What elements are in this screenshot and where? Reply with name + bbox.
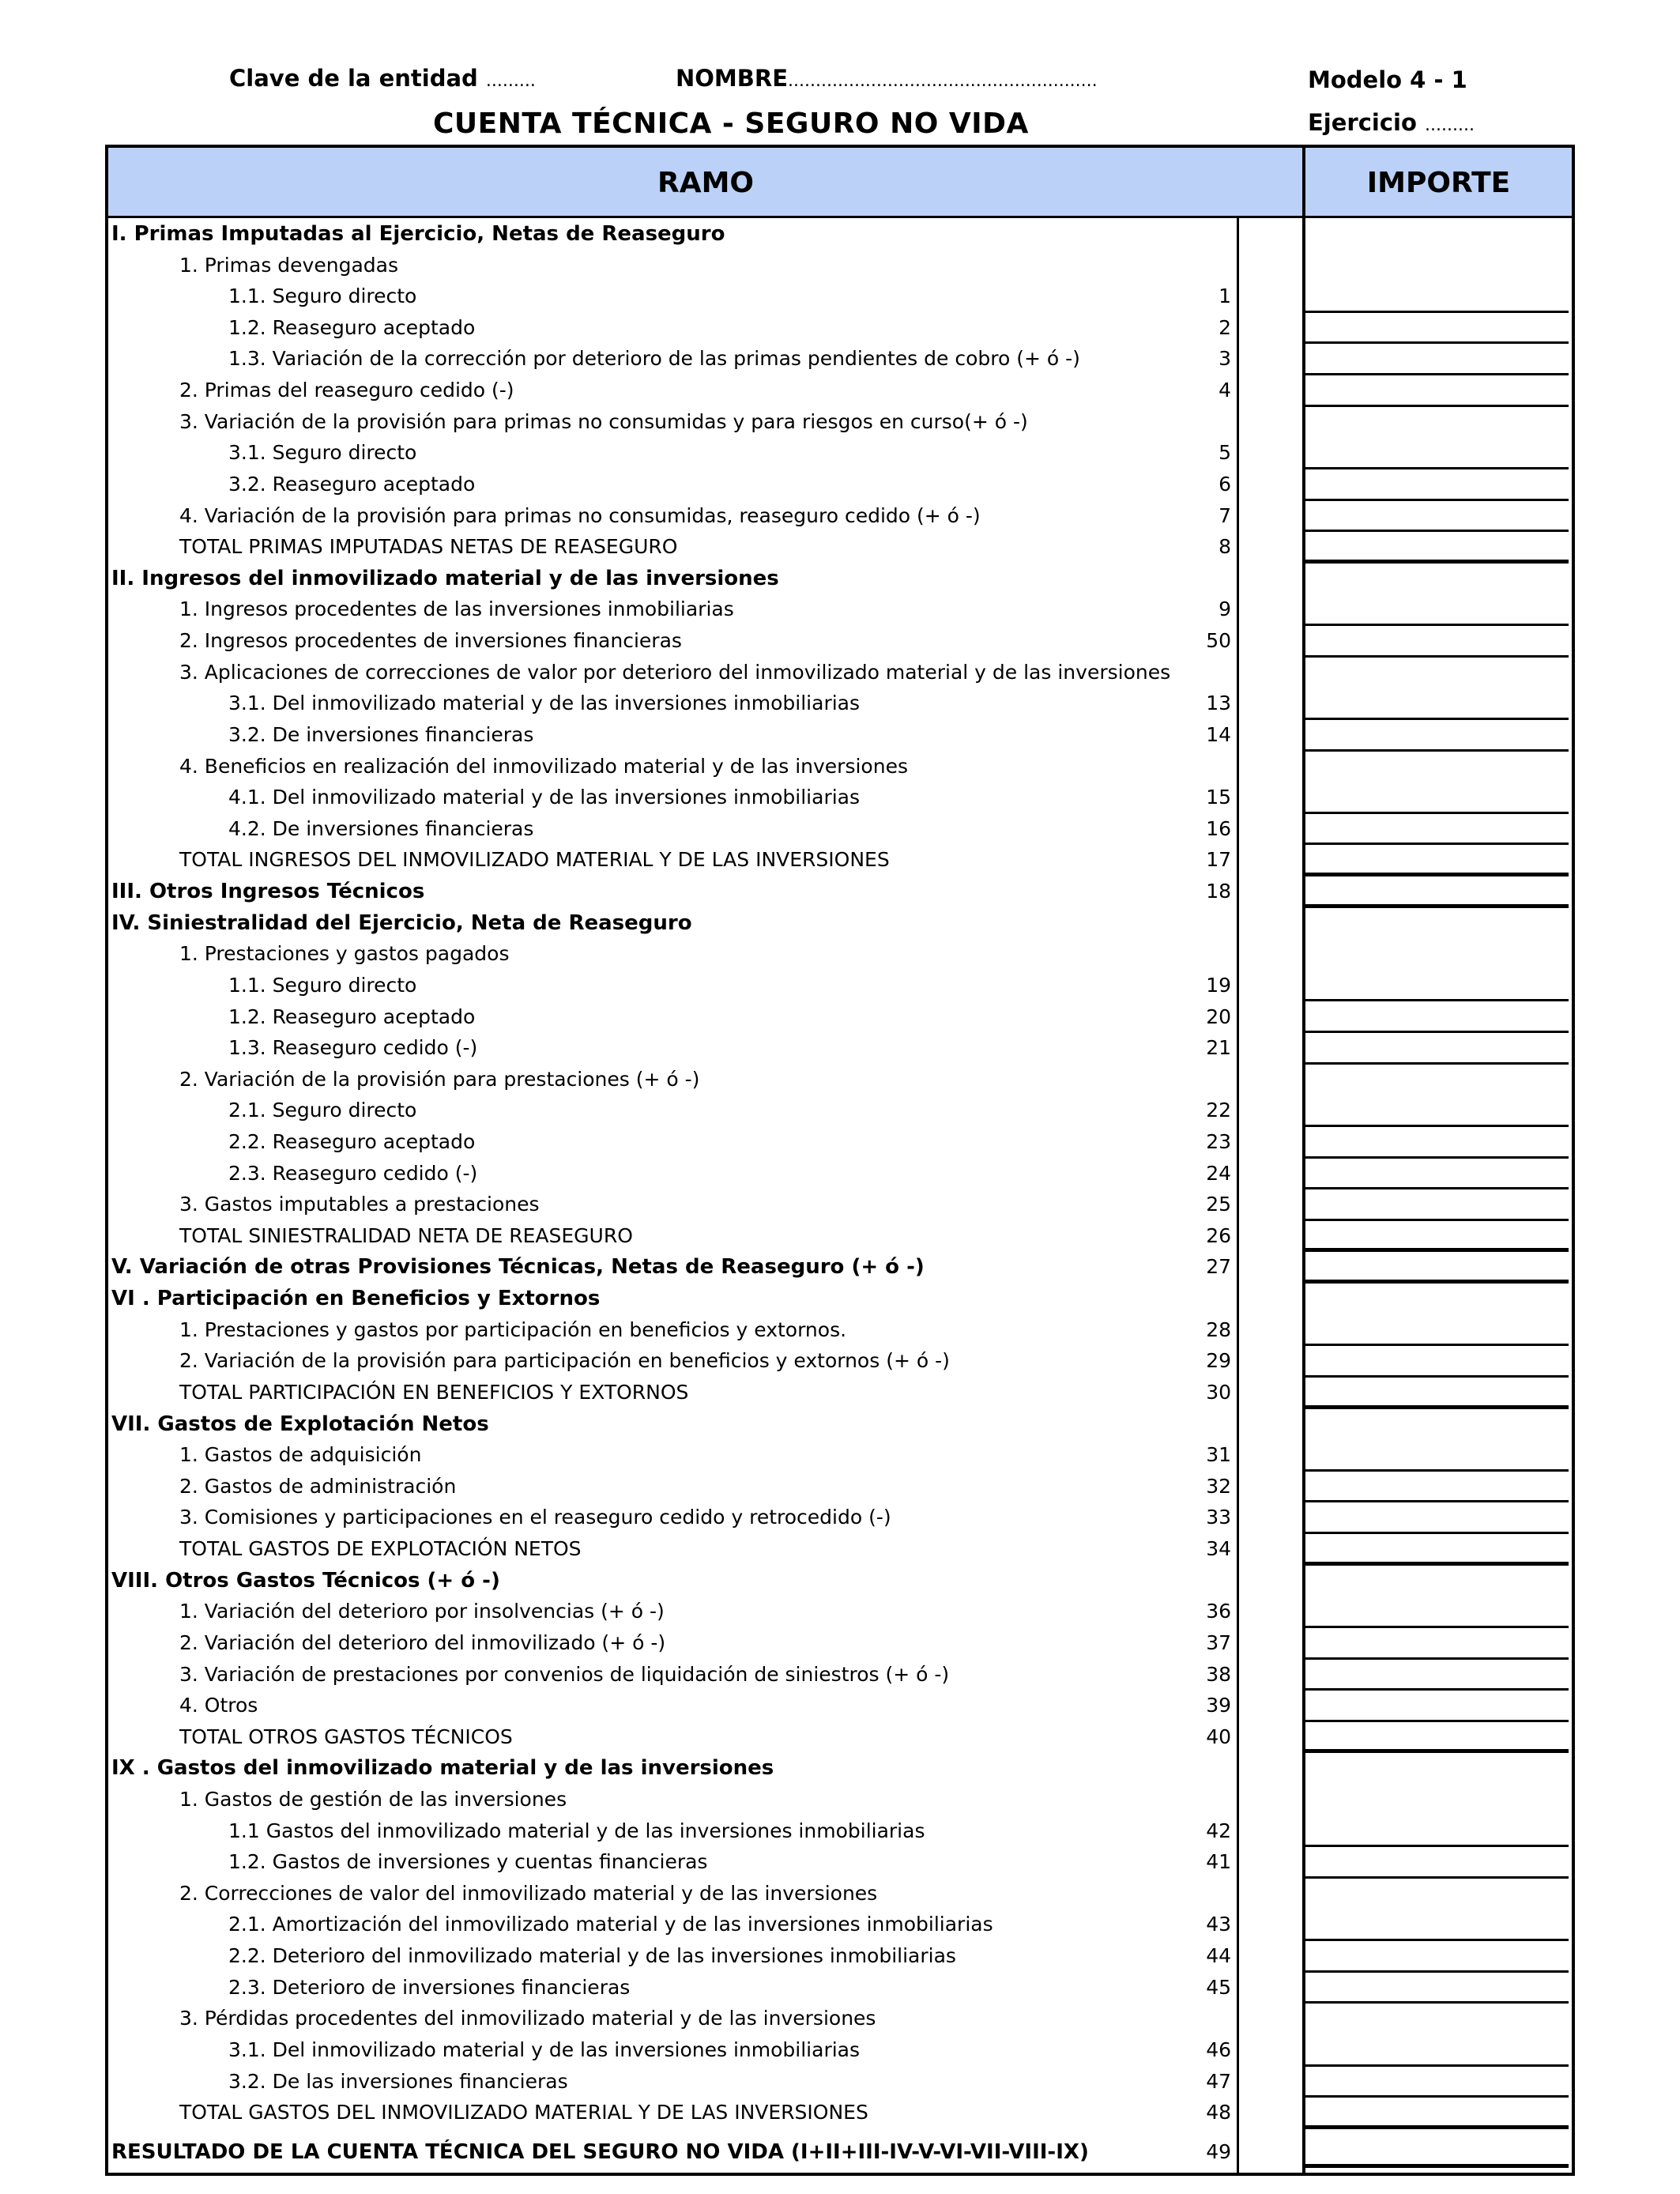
- row-label: I. Primas Imputadas al Ejercicio, Netas de Reaseguro: [111, 222, 725, 246]
- table-row: [108, 1189, 1302, 1221]
- table-row: [108, 594, 1302, 626]
- importe-input-cell[interactable]: [1305, 845, 1569, 876]
- row-label: 1. Variación del deterioro por insolvencias (+ ó -): [179, 1600, 665, 1623]
- table-row: [108, 1221, 1302, 1253]
- importe-input-cell[interactable]: [1305, 1127, 1569, 1159]
- table-row: [108, 1409, 1302, 1441]
- row-label: 3. Variación de prestaciones por convenios de liquidación de siniestros (+ ó -): [179, 1662, 950, 1686]
- table-row: [108, 1660, 1302, 1691]
- row-label: 1. Gastos de adquisición: [179, 1443, 422, 1467]
- row-number: 27: [1206, 1255, 1231, 1279]
- row-label: 1.2. Reaseguro aceptado: [228, 1005, 476, 1028]
- table-row: [108, 1065, 1302, 1096]
- importe-input-cell[interactable]: [1305, 1534, 1569, 1566]
- row-label: 2.1. Amortización del inmovilizado material y de las inversiones inmobiliarias: [228, 1913, 993, 1936]
- table-row: [108, 1127, 1302, 1159]
- row-label: 4. Otros: [179, 1694, 258, 1717]
- row-number: 6: [1219, 472, 1231, 496]
- row-number: 49: [1206, 2139, 1231, 2163]
- importe-input-cell[interactable]: [1305, 876, 1569, 908]
- importe-input-cell[interactable]: [1305, 1346, 1569, 1378]
- row-label: 3.1. Del inmovilizado material y de las inversiones inmobiliarias: [228, 2038, 861, 2061]
- row-label: 3.2. Reaseguro aceptado: [228, 472, 476, 496]
- ramo-column-header: RAMO: [657, 167, 754, 199]
- table-row: [108, 845, 1302, 876]
- row-label: 3. Pérdidas procedentes del inmovilizado material y de las inversiones: [179, 2007, 876, 2030]
- table-row: [108, 1252, 1302, 1284]
- table-row: [108, 469, 1302, 501]
- row-number: 36: [1206, 1600, 1231, 1623]
- row-label: 3. Comisiones y participaciones en el reaseguro cedido y retrocedido (-): [179, 1506, 891, 1529]
- row-number: 42: [1206, 1819, 1231, 1842]
- row-number: 48: [1206, 2101, 1231, 2124]
- table-row: [108, 1502, 1302, 1534]
- table-row: [108, 1033, 1302, 1065]
- table-row: [108, 1722, 1302, 1754]
- table-row: [108, 344, 1302, 375]
- importe-input-cell[interactable]: [1305, 344, 1569, 375]
- row-number: 2: [1219, 315, 1231, 339]
- row-number: 18: [1206, 880, 1231, 903]
- importe-input-cell[interactable]: [1305, 532, 1569, 564]
- row-number: 22: [1206, 1099, 1231, 1122]
- importe-input-cell[interactable]: [1305, 1973, 1569, 2004]
- row-number: 39: [1206, 1694, 1231, 1717]
- importe-input-cell[interactable]: [1305, 501, 1569, 533]
- table-row: [108, 1346, 1302, 1378]
- row-label: 2. Variación de la provisión para participación en beneficios y extornos (+ ó -): [179, 1349, 950, 1373]
- row-number: 41: [1206, 1850, 1231, 1874]
- row-number: 34: [1206, 1537, 1231, 1561]
- table-row: [108, 752, 1302, 783]
- table-row: [108, 2137, 1302, 2169]
- table-row: [108, 1847, 1302, 1879]
- entity-key-dots: .........: [485, 71, 536, 91]
- row-label: 1.2. Reaseguro aceptado: [228, 315, 476, 339]
- row-label: 3. Aplicaciones de correcciones de valor por deterioro del inmovilizado material y de las inversiones: [179, 660, 1171, 684]
- model-label: Modelo 4 - 1: [1308, 66, 1467, 93]
- row-number: 21: [1206, 1036, 1231, 1060]
- year-dots: .........: [1425, 115, 1475, 135]
- row-label: 1.1. Seguro directo: [228, 973, 417, 997]
- row-number: 7: [1219, 503, 1231, 527]
- table-row: [108, 2067, 1302, 2098]
- row-number: 43: [1206, 1913, 1231, 1936]
- row-number: 33: [1206, 1506, 1231, 1529]
- row-label: IX . Gastos del inmovilizado material y de las inversiones: [111, 1756, 774, 1781]
- importe-input-cell[interactable]: [1305, 375, 1569, 407]
- table-row: [108, 1909, 1302, 1941]
- row-label: 1. Ingresos procedentes de las inversiones inmobiliarias: [179, 598, 734, 621]
- row-label: 3. Variación de la provisión para primas no consumidas y para riesgos en curso(+ ó -): [179, 409, 1028, 433]
- importe-input-cell[interactable]: [1305, 908, 1569, 1002]
- table-row: [108, 1785, 1302, 1816]
- row-label: 2. Gastos de administración: [179, 1474, 457, 1498]
- row-label: III. Otros Ingresos Técnicos: [111, 880, 425, 904]
- importe-input-cell[interactable]: [1305, 658, 1569, 720]
- importe-input-cell[interactable]: [1305, 218, 1569, 313]
- importe-input-cell[interactable]: [1305, 1378, 1569, 1409]
- row-number: 15: [1206, 786, 1231, 809]
- row-number: 37: [1206, 1630, 1231, 1654]
- row-label: V. Variación de otras Provisiones Técnicas, Netas de Reaseguro (+ ó -): [111, 1255, 925, 1280]
- table-row: [108, 1472, 1302, 1503]
- importe-input-cell[interactable]: [1305, 2129, 1569, 2169]
- importe-input-cell[interactable]: [1305, 1502, 1569, 1534]
- row-label: 2. Correcciones de valor del inmovilizado material y de las inversiones: [179, 1881, 878, 1905]
- table-row: [108, 1378, 1302, 1409]
- row-label: 1. Gastos de gestión de las inversiones: [179, 1788, 567, 1811]
- row-number: 25: [1206, 1193, 1231, 1216]
- row-label: TOTAL PARTICIPACIÓN EN BENEFICIOS Y EXTORNOS: [179, 1380, 689, 1404]
- row-label: TOTAL SINIESTRALIDAD NETA DE REASEGURO: [179, 1223, 633, 1247]
- row-number: 29: [1206, 1349, 1231, 1373]
- row-number: 20: [1206, 1005, 1231, 1028]
- table-row: [108, 688, 1302, 720]
- row-label: 1. Prestaciones y gastos por participación en beneficios y extornos.: [179, 1318, 847, 1341]
- importe-input-cell[interactable]: [1305, 720, 1569, 752]
- table-row: [108, 1315, 1302, 1347]
- importe-input-cell[interactable]: [1305, 1753, 1569, 1847]
- table-row: [108, 1628, 1302, 1660]
- importe-input-cell[interactable]: [1305, 1847, 1569, 1879]
- importe-input-cell[interactable]: [1305, 2067, 1569, 2098]
- table-row: [108, 876, 1302, 908]
- entity-key-label: Clave de la entidad .........: [229, 65, 536, 92]
- row-label: 1.1 Gastos del inmovilizado material y de las inversiones inmobiliarias: [228, 1819, 925, 1842]
- table-row: [108, 1159, 1302, 1190]
- table-row: [108, 658, 1302, 689]
- row-label: 4.2. De inversiones financieras: [228, 816, 534, 840]
- table-row: [108, 626, 1302, 658]
- table-row: [108, 375, 1302, 407]
- row-label: TOTAL INGRESOS DEL INMOVILIZADO MATERIAL Y DE LAS INVERSIONES: [179, 848, 890, 872]
- table-row: [108, 251, 1302, 282]
- table-row: [108, 281, 1302, 313]
- row-number: 26: [1206, 1223, 1231, 1247]
- row-label: 4. Variación de la provisión para primas no consumidas, reaseguro cedido (+ ó -): [179, 503, 981, 527]
- row-number: 38: [1206, 1662, 1231, 1686]
- importe-column-header: IMPORTE: [1366, 167, 1511, 199]
- importe-input-cell[interactable]: [1305, 1691, 1569, 1722]
- table-row: [108, 720, 1302, 752]
- table-row: [108, 2035, 1302, 2067]
- row-label: RESULTADO DE LA CUENTA TÉCNICA DEL SEGURO NO VIDA (I+II+III-IV-V-VI-VII-VIII-IX): [111, 2139, 1089, 2164]
- table-row: [108, 908, 1302, 940]
- importe-input-cell[interactable]: [1305, 2004, 1569, 2066]
- row-label: 3. Gastos imputables a prestaciones: [179, 1193, 540, 1216]
- importe-input-cell[interactable]: [1305, 1065, 1569, 1127]
- row-label: 2. Ingresos procedentes de inversiones financieras: [179, 629, 682, 653]
- row-label: TOTAL GASTOS DEL INMOVILIZADO MATERIAL Y DE LAS INVERSIONES: [179, 2101, 868, 2124]
- row-number: 4: [1219, 379, 1231, 402]
- row-number: 3: [1219, 347, 1231, 371]
- table-row: [108, 1566, 1302, 1597]
- row-number: 23: [1206, 1129, 1231, 1153]
- importe-input-cell[interactable]: [1305, 814, 1569, 846]
- importe-input-cell[interactable]: [1305, 626, 1569, 658]
- row-label: TOTAL PRIMAS IMPUTADAS NETAS DE REASEGURO: [179, 535, 678, 559]
- importe-input-cell[interactable]: [1305, 1472, 1569, 1503]
- row-label: 2.2. Deterioro del inmovilizado material y de las inversiones inmobiliarias: [228, 1944, 956, 1968]
- table-row: [108, 407, 1302, 439]
- table-row: [108, 1816, 1302, 1848]
- importe-input-cell[interactable]: [1305, 1879, 1569, 1941]
- row-label: 2.1. Seguro directo: [228, 1099, 417, 1122]
- row-number: 28: [1206, 1318, 1231, 1341]
- row-number: 46: [1206, 2038, 1231, 2061]
- table-row: [108, 1002, 1302, 1034]
- table-row: [108, 971, 1302, 1002]
- table-row: [108, 1534, 1302, 1566]
- importe-input-cell[interactable]: [1305, 1221, 1569, 1253]
- row-label: 1.3. Variación de la corrección por deterioro de las primas pendientes de cobro (+ ó -): [228, 347, 1080, 371]
- row-number: 17: [1206, 848, 1231, 872]
- row-label: 4.1. Del inmovilizado material y de las inversiones inmobiliarias: [228, 786, 861, 809]
- importe-input-cell[interactable]: [1305, 1409, 1569, 1472]
- row-label: VIII. Otros Gastos Técnicos (+ ó -): [111, 1568, 500, 1593]
- importe-input-cell[interactable]: [1305, 1033, 1569, 1065]
- table-row: [108, 1753, 1302, 1785]
- row-label: TOTAL OTROS GASTOS TÉCNICOS: [179, 1725, 513, 1748]
- table-row: [108, 438, 1302, 469]
- table-row: [108, 1879, 1302, 1910]
- importe-input-cell[interactable]: [1305, 2098, 1569, 2129]
- table-row: [108, 501, 1302, 533]
- table-row: [108, 1596, 1302, 1628]
- importe-input-cell[interactable]: [1305, 1628, 1569, 1660]
- row-number: 16: [1206, 816, 1231, 840]
- row-number: 14: [1206, 722, 1231, 746]
- row-number: 19: [1206, 973, 1231, 997]
- importe-input-cell[interactable]: [1305, 1252, 1569, 1284]
- row-label: 2.3. Reaseguro cedido (-): [228, 1161, 478, 1185]
- row-number: 24: [1206, 1161, 1231, 1185]
- row-number: 50: [1206, 629, 1231, 653]
- row-number: 13: [1206, 692, 1231, 715]
- row-label: 3.2. De inversiones financieras: [228, 722, 534, 746]
- table-row: [108, 2098, 1302, 2129]
- row-label: 1. Primas devengadas: [179, 253, 398, 277]
- table-row: [108, 1941, 1302, 1973]
- row-label: II. Ingresos del inmovilizado material y de las inversiones: [111, 566, 779, 590]
- table-row: [108, 1973, 1302, 2004]
- table-row: [108, 1284, 1302, 1315]
- row-label: IV. Siniestralidad del Ejercicio, Neta de Reaseguro: [111, 910, 692, 935]
- importe-input-cell[interactable]: [1305, 1159, 1569, 1190]
- row-label: VI . Participación en Beneficios y Extornos: [111, 1287, 601, 1311]
- row-number: 8: [1219, 535, 1231, 559]
- importe-input-cell[interactable]: [1305, 1660, 1569, 1691]
- row-label: 3.2. De las inversiones financieras: [228, 2069, 568, 2093]
- table-row: [108, 782, 1302, 814]
- table-row: [108, 313, 1302, 345]
- row-label: 2.2. Reaseguro aceptado: [228, 1129, 476, 1153]
- row-number: 40: [1206, 1725, 1231, 1748]
- row-label: VII. Gastos de Explotación Netos: [111, 1412, 489, 1436]
- row-number: 9: [1219, 598, 1231, 621]
- row-label: 1.2. Gastos de inversiones y cuentas financieras: [228, 1850, 708, 1874]
- importe-input-cell[interactable]: [1305, 313, 1569, 345]
- table-row: [108, 1691, 1302, 1722]
- row-label: 4. Beneficios en realización del inmovilizado material y de las inversiones: [179, 754, 908, 778]
- row-number: 32: [1206, 1474, 1231, 1498]
- table-row: [108, 564, 1302, 595]
- table-row: [108, 219, 1302, 251]
- importe-input-cell[interactable]: [1305, 407, 1569, 469]
- page-title: CUENTA TÉCNICA - SEGURO NO VIDA: [433, 107, 1029, 140]
- row-number: 44: [1206, 1944, 1231, 1968]
- name-label: NOMBRE........................................................: [676, 65, 1098, 92]
- row-label: 2. Variación de la provisión para prestaciones (+ ó -): [179, 1067, 700, 1091]
- importe-input-cell[interactable]: [1305, 1189, 1569, 1221]
- row-label: 2. Primas del reaseguro cedido (-): [179, 379, 514, 402]
- row-label: 2.3. Deterioro de inversiones financieras: [228, 1975, 631, 1999]
- importe-input-cell[interactable]: [1305, 1002, 1569, 1034]
- row-label: 1. Prestaciones y gastos pagados: [179, 942, 510, 966]
- row-number: 30: [1206, 1380, 1231, 1404]
- table-row: [108, 532, 1302, 564]
- row-label: TOTAL GASTOS DE EXPLOTACIÓN NETOS: [179, 1537, 582, 1561]
- importe-input-cell[interactable]: [1305, 1941, 1569, 1973]
- row-number: 1: [1219, 285, 1231, 308]
- table-row: [108, 1440, 1302, 1472]
- row-label: 1.1. Seguro directo: [228, 285, 417, 308]
- row-number: 5: [1219, 441, 1231, 465]
- importe-input-cell[interactable]: [1305, 1722, 1569, 1754]
- row-label: 2. Variación del deterioro del inmovilizado (+ ó -): [179, 1630, 666, 1654]
- importe-input-cell[interactable]: [1305, 469, 1569, 501]
- row-number: 45: [1206, 1975, 1231, 1999]
- row-number: 31: [1206, 1443, 1231, 1467]
- name-dots: ........................................................: [788, 71, 1098, 91]
- row-label: 1.3. Reaseguro cedido (-): [228, 1036, 478, 1060]
- importe-input-cell[interactable]: [1305, 752, 1569, 814]
- table-row: [108, 939, 1302, 971]
- row-label: 3.1. Seguro directo: [228, 441, 417, 465]
- table-row: [108, 1095, 1302, 1127]
- row-label: 3.1. Del inmovilizado material y de las inversiones inmobiliarias: [228, 692, 861, 715]
- importe-input-cell[interactable]: [1305, 564, 1569, 626]
- row-number: 47: [1206, 2069, 1231, 2093]
- importe-input-cell[interactable]: [1305, 1284, 1569, 1346]
- table-row: [108, 2004, 1302, 2035]
- table-row: [108, 814, 1302, 846]
- importe-input-cell[interactable]: [1305, 1566, 1569, 1628]
- year-label: Ejercicio .........: [1308, 109, 1475, 136]
